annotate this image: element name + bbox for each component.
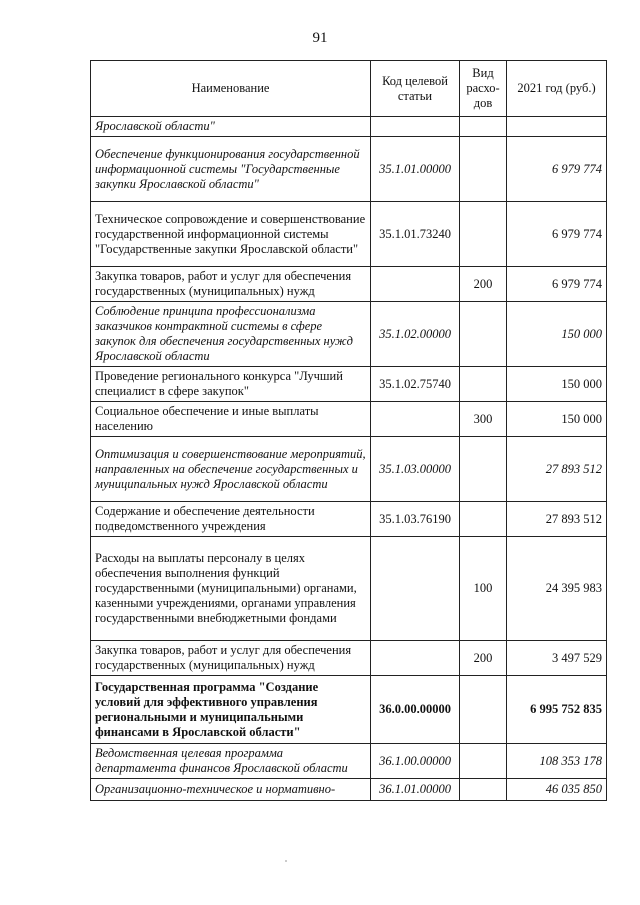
- cell-code: [371, 402, 460, 437]
- cell-amount: 6 979 774: [507, 137, 607, 202]
- table-row: [91, 402, 607, 437]
- cell-code: 35.1.01.00000: [371, 137, 460, 202]
- cell-kind: 200: [460, 267, 507, 302]
- cell-amount: 27 893 512: [507, 502, 607, 537]
- cell-code: [371, 267, 460, 302]
- cell-kind: [460, 779, 507, 801]
- table-row: [91, 202, 607, 267]
- header-name: Наименование: [91, 61, 371, 117]
- cell-name: Организационно-техническое и нормативно-: [91, 779, 371, 801]
- cell-name: Расходы на выплаты персоналу в целях обеспечения выполнения функций государственными (муниципальными) органами, казенными учреждениями, органами управления государственными внебюджетными фондами: [91, 537, 371, 641]
- cell-code: 35.1.03.76190: [371, 502, 460, 537]
- cell-name: Соблюдение принципа профессионализма заказчиков контрактной системы в сфере закупок для обеспечения государственных нужд Ярославской области: [91, 302, 371, 367]
- header-kind: Вид расхо-дов: [460, 61, 507, 117]
- table-row: [91, 744, 607, 779]
- table-row: [91, 641, 607, 676]
- cell-name: Оптимизация и совершенствование мероприятий, направленных на обеспечение государственных и муниципальных нужд Ярославской области: [91, 437, 371, 502]
- cell-kind: [460, 117, 507, 137]
- cell-amount: 6 979 774: [507, 267, 607, 302]
- header-code: Код целевой статьи: [371, 61, 460, 117]
- cell-code: 35.1.02.75740: [371, 367, 460, 402]
- table-row: [91, 367, 607, 402]
- cell-name: Ведомственная целевая программа департамента финансов Ярославской области: [91, 744, 371, 779]
- table-row: [91, 676, 607, 744]
- cell-amount: 6 979 774: [507, 202, 607, 267]
- cell-amount: 24 395 983: [507, 537, 607, 641]
- cell-amount: 3 497 529: [507, 641, 607, 676]
- header-amount: 2021 год (руб.): [507, 61, 607, 117]
- cell-code: 35.1.03.00000: [371, 437, 460, 502]
- cell-kind: [460, 502, 507, 537]
- cell-code: 36.1.00.00000: [371, 744, 460, 779]
- cell-amount: 27 893 512: [507, 437, 607, 502]
- table-row: [91, 267, 607, 302]
- cell-kind: 200: [460, 641, 507, 676]
- cell-name: Содержание и обеспечение деятельности подведомственного учреждения: [91, 502, 371, 537]
- table-row: [91, 779, 607, 801]
- cell-code: [371, 117, 460, 137]
- cell-name: Ярославской области": [91, 117, 371, 137]
- cell-amount: 150 000: [507, 402, 607, 437]
- cell-kind: [460, 744, 507, 779]
- cell-code: 35.1.01.73240: [371, 202, 460, 267]
- budget-table: [90, 60, 607, 801]
- cell-code: [371, 537, 460, 641]
- table-row: [91, 117, 607, 137]
- cell-name: Закупка товаров, работ и услуг для обеспечения государственных (муниципальных) нужд: [91, 267, 371, 302]
- cell-kind: 300: [460, 402, 507, 437]
- cell-code: [371, 641, 460, 676]
- cell-amount: 46 035 850: [507, 779, 607, 801]
- cell-name: Проведение регионального конкурса "Лучший специалист в сфере закупок": [91, 367, 371, 402]
- cell-kind: [460, 367, 507, 402]
- cell-kind: 100: [460, 537, 507, 641]
- table-row: [91, 437, 607, 502]
- table-row: [91, 302, 607, 367]
- cell-name: Техническое сопровождение и совершенствование государственной информационной системы "Государственные закупки Ярославской области": [91, 202, 371, 267]
- cell-kind: [460, 302, 507, 367]
- cell-code: 36.1.01.00000: [371, 779, 460, 801]
- cell-kind: [460, 676, 507, 744]
- cell-amount: 6 995 752 835: [507, 676, 607, 744]
- cell-name: Государственная программа "Создание условий для эффективного управления региональными и муниципальными финансами в Ярославской области": [91, 676, 371, 744]
- cell-name: Закупка товаров, работ и услуг для обеспечения государственных (муниципальных) нужд: [91, 641, 371, 676]
- table-row: [91, 537, 607, 641]
- cell-kind: [460, 137, 507, 202]
- table-body: [91, 117, 607, 801]
- cell-code: 35.1.02.00000: [371, 302, 460, 367]
- scan-speck: [285, 860, 287, 862]
- cell-name: Обеспечение функционирования государственной информационной системы "Государственные закупки Ярославской области": [91, 137, 371, 202]
- cell-kind: [460, 202, 507, 267]
- cell-amount: 150 000: [507, 367, 607, 402]
- cell-name: Социальное обеспечение и иные выплаты населению: [91, 402, 371, 437]
- table-header-row: [91, 61, 607, 117]
- cell-code: 36.0.00.00000: [371, 676, 460, 744]
- cell-amount: 108 353 178: [507, 744, 607, 779]
- table-row: [91, 502, 607, 537]
- cell-amount: [507, 117, 607, 137]
- page-number: 91: [312, 30, 328, 46]
- cell-kind: [460, 437, 507, 502]
- table-row: [91, 137, 607, 202]
- cell-amount: 150 000: [507, 302, 607, 367]
